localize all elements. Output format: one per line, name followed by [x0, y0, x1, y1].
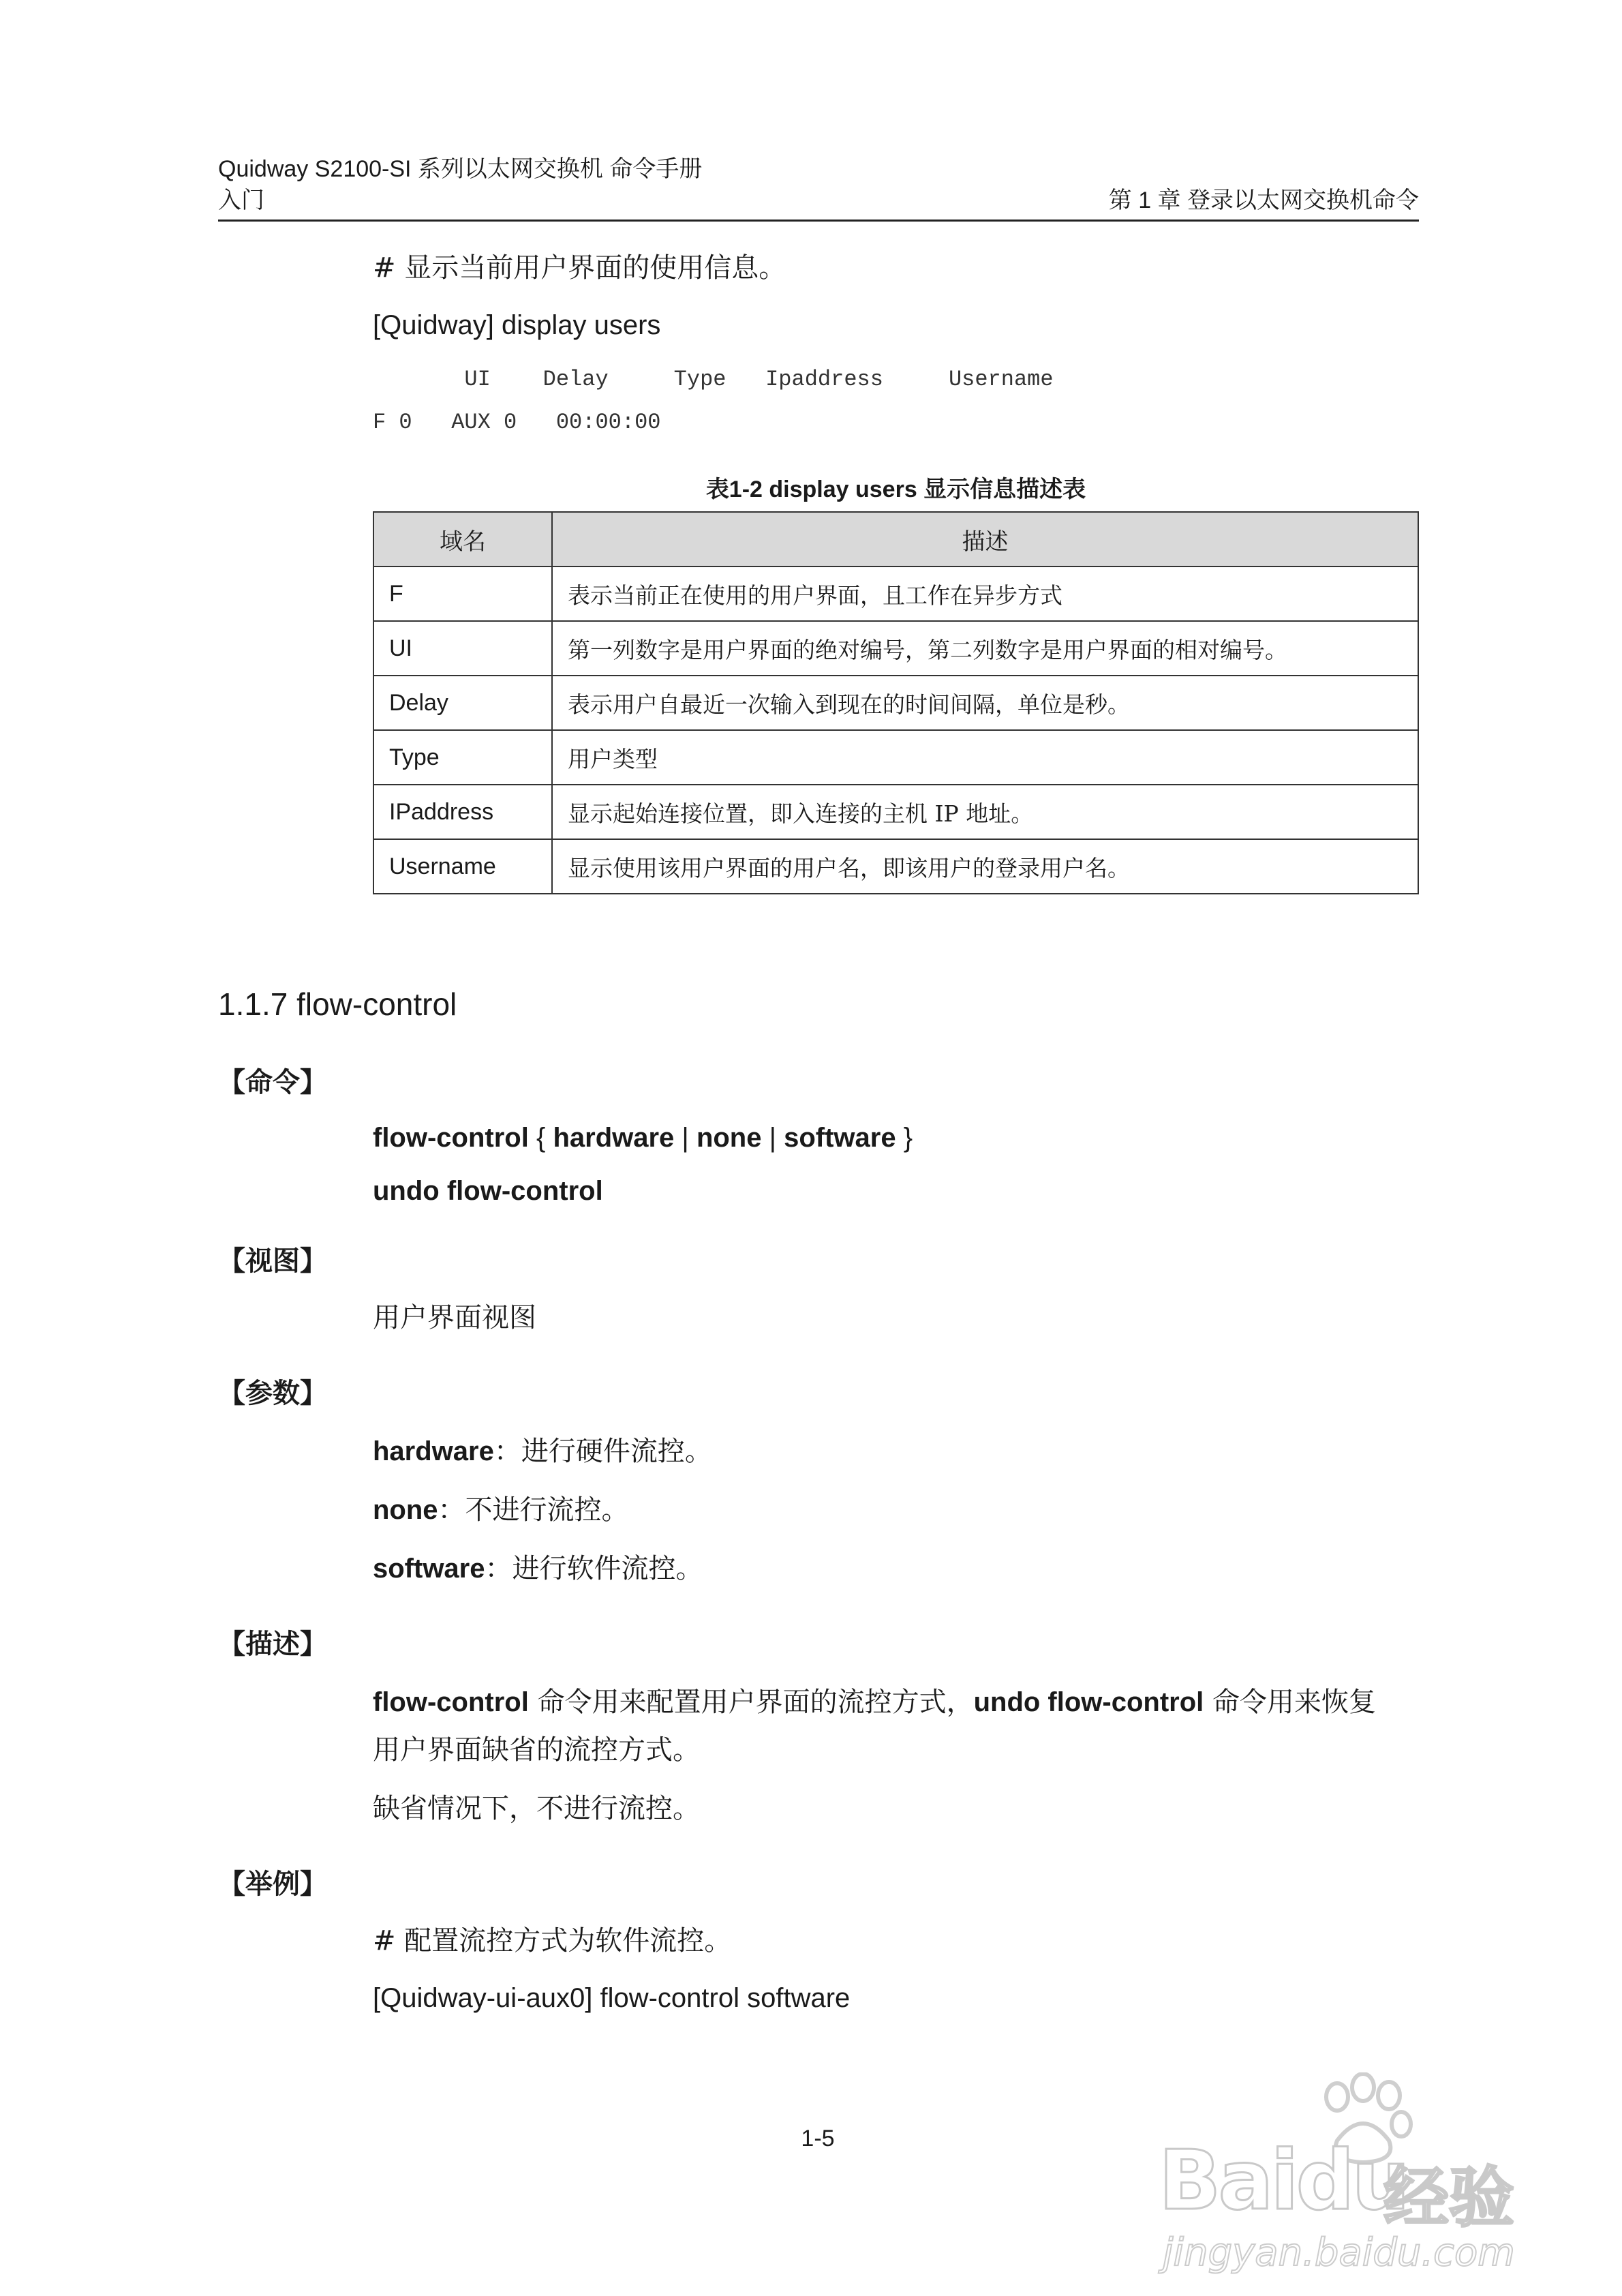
- column-header-field: 域名: [373, 512, 552, 567]
- cmd-brace-close: }: [896, 1123, 913, 1153]
- param-none: none：不进行流控。: [373, 1494, 629, 1526]
- table-header-row: [373, 512, 1418, 567]
- output-row: F 0 AUX 0 00:00:00: [373, 410, 661, 435]
- cmd-opt-software: software: [784, 1123, 896, 1153]
- field-cell: Type: [373, 730, 552, 785]
- desc-cell: 用户类型: [552, 730, 1418, 785]
- table-row: [373, 567, 1418, 621]
- output-header: UI Delay Type Ipaddress Username: [373, 367, 1054, 392]
- desc-cell: 显示起始连接位置，即入连接的主机 IP 地址。: [552, 785, 1418, 839]
- cmd-name: flow-control: [373, 1123, 529, 1153]
- header-title: Quidway S2100-SI 系列以太网交换机 命令手册: [218, 156, 703, 182]
- cmd-sep: |: [761, 1123, 784, 1153]
- example-command: [Quidway-ui-aux0] flow-control software: [373, 1983, 851, 2013]
- field-cell: Username: [373, 839, 552, 894]
- column-header-desc: 描述: [552, 512, 1418, 567]
- desc-default: 缺省情况下，不进行流控。: [373, 1793, 700, 1824]
- watermark-brand2: du: [1296, 2134, 1407, 2229]
- header-section: 入门: [218, 187, 264, 213]
- desc-cell: 表示当前正在使用的用户界面，且工作在异步方式: [552, 567, 1418, 621]
- field-cell: IPaddress: [373, 785, 552, 839]
- table-row: [373, 839, 1418, 894]
- cmd-opt-hardware: hardware: [553, 1123, 675, 1153]
- desc-cell: 显示使用该用户界面的用户名，即该用户的登录用户名。: [552, 839, 1418, 894]
- field-cell: Delay: [373, 676, 552, 730]
- desc-heading: 【描述】: [218, 1629, 327, 1660]
- cmd-sep: |: [674, 1123, 697, 1153]
- table-row: [373, 730, 1418, 785]
- param-software: software：进行软件流控。: [373, 1553, 703, 1584]
- table-row: [373, 785, 1418, 839]
- desc-cell: 表示用户自最近一次输入到现在的时间间隔，单位是秒。: [552, 676, 1418, 730]
- desc-line-2: 用户界面缺省的流控方式。: [373, 1734, 700, 1766]
- cmd-opt-none: none: [696, 1123, 762, 1153]
- command-syntax: [373, 1119, 913, 1156]
- table-row: [373, 621, 1418, 676]
- undo-command: undo flow-control: [373, 1176, 603, 1206]
- view-heading: 【视图】: [218, 1245, 327, 1277]
- description-table: [373, 511, 1419, 894]
- command-heading: 【命令】: [218, 1067, 327, 1098]
- params-heading: 【参数】: [218, 1378, 327, 1409]
- param-hardware: hardware：进行硬件流控。: [373, 1436, 712, 1467]
- example-comment: # 配置流控方式为软件流控。: [373, 1925, 732, 1957]
- table-caption: 表1-2 display users 显示信息描述表: [705, 477, 1086, 502]
- header-rule: [218, 220, 1419, 222]
- header-chapter: 第 1 章 登录以太网交换机命令: [1108, 187, 1419, 213]
- page-number: 1-5: [801, 2126, 835, 2151]
- example-heading: 【举例】: [218, 1869, 327, 1900]
- cmd-brace-open: {: [528, 1123, 553, 1153]
- intro-comment: # 显示当前用户界面的使用信息。: [373, 252, 786, 284]
- field-cell: UI: [373, 621, 552, 676]
- field-cell: F: [373, 567, 552, 621]
- desc-cell: 第一列数字是用户界面的绝对编号，第二列数字是用户界面的相对编号。: [552, 621, 1418, 676]
- intro-command: [Quidway] display users: [373, 310, 661, 340]
- baidu-watermark: [1159, 2072, 1540, 2277]
- desc-line-1: flow-control 命令用来配置用户界面的流控方式，undo flow-control 命令用来恢复: [373, 1687, 1376, 1718]
- view-text: 用户界面视图: [373, 1302, 536, 1333]
- watermark-brand: Bai: [1159, 2134, 1296, 2229]
- section-title: 1.1.7 flow-control: [218, 986, 457, 1022]
- watermark-cn: 经验: [1383, 2160, 1514, 2236]
- watermark-url: jingyan.baidu.com: [1163, 2231, 1515, 2275]
- table-row: [373, 676, 1418, 730]
